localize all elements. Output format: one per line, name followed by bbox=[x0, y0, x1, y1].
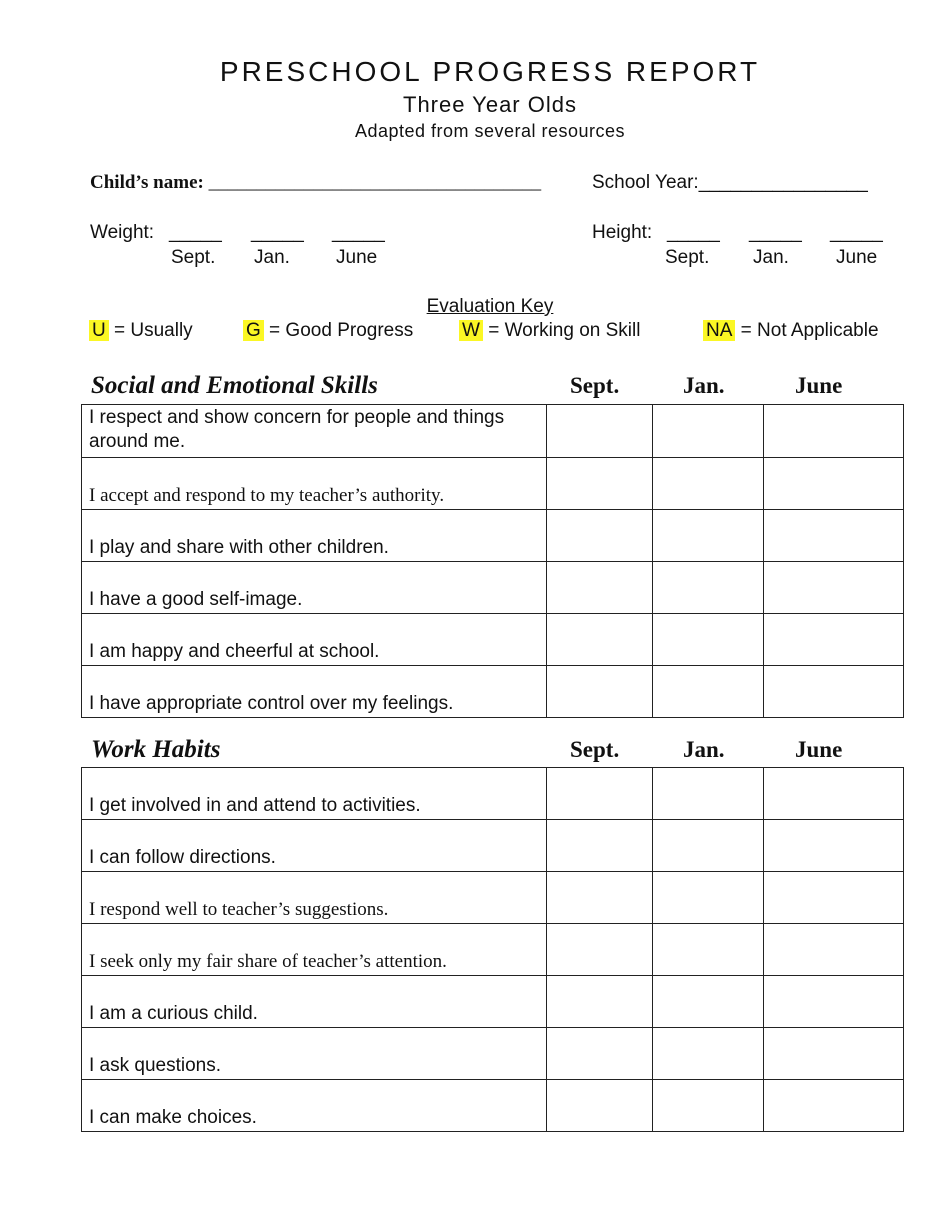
column-header-jan: Jan. bbox=[683, 737, 725, 762]
height-blank-jan[interactable]: _____ bbox=[749, 222, 802, 243]
rating-cell-june[interactable] bbox=[764, 976, 904, 1028]
height-month-june: June bbox=[836, 247, 878, 268]
table-row bbox=[82, 924, 904, 976]
table-row bbox=[82, 768, 904, 820]
rating-cell-jan[interactable] bbox=[653, 820, 764, 872]
rating-cell-jan[interactable] bbox=[653, 1028, 764, 1080]
skill-cell: I play and share with other children. bbox=[82, 510, 547, 562]
key-item-not-applicable bbox=[703, 320, 879, 342]
rating-cell-june[interactable] bbox=[764, 924, 904, 976]
weight-blank-jan[interactable]: _____ bbox=[251, 222, 304, 243]
key-code: NA bbox=[703, 320, 735, 341]
child-name-label: Child’s name: bbox=[90, 172, 204, 193]
rating-cell-sept[interactable] bbox=[547, 666, 653, 718]
skill-cell: I can follow directions. bbox=[82, 820, 547, 872]
height-blank-june[interactable]: _____ bbox=[830, 222, 883, 243]
rating-cell-june[interactable] bbox=[764, 872, 904, 924]
weight-blank-june[interactable]: _____ bbox=[332, 222, 385, 243]
skill-cell: I am a curious child. bbox=[82, 976, 547, 1028]
skill-cell: I am happy and cheerful at school. bbox=[82, 614, 547, 666]
rating-cell-sept[interactable] bbox=[547, 562, 653, 614]
rating-cell-june[interactable] bbox=[764, 666, 904, 718]
height-blank-sept[interactable]: _____ bbox=[667, 222, 720, 243]
weight-label: Weight: bbox=[90, 222, 155, 243]
table-row bbox=[82, 614, 904, 666]
height-month-jan: Jan. bbox=[753, 247, 789, 268]
rating-cell-june[interactable] bbox=[764, 768, 904, 820]
key-meaning: = Not Applicable bbox=[735, 320, 879, 341]
rating-cell-sept[interactable] bbox=[547, 976, 653, 1028]
weight-month-jan: Jan. bbox=[254, 247, 290, 268]
report-subtitle: Three Year Olds bbox=[403, 92, 577, 117]
rating-cell-sept[interactable] bbox=[547, 872, 653, 924]
column-header-june: June bbox=[795, 373, 843, 398]
section-title-work-habits: Work Habits bbox=[91, 736, 221, 763]
rating-cell-jan[interactable] bbox=[653, 1080, 764, 1132]
rating-cell-june[interactable] bbox=[764, 820, 904, 872]
rating-cell-jan[interactable] bbox=[653, 405, 764, 458]
table-row bbox=[82, 666, 904, 718]
key-item-good-progress bbox=[243, 320, 413, 342]
rating-cell-june[interactable] bbox=[764, 562, 904, 614]
skill-cell: I have appropriate control over my feelings. bbox=[82, 666, 547, 718]
rating-cell-june[interactable] bbox=[764, 1028, 904, 1080]
skill-cell: I get involved in and attend to activities. bbox=[82, 768, 547, 820]
skill-cell: I can make choices. bbox=[82, 1080, 547, 1132]
rating-cell-sept[interactable] bbox=[547, 1080, 653, 1132]
school-year-field[interactable] bbox=[592, 172, 868, 194]
table-row bbox=[82, 458, 904, 510]
rating-cell-june[interactable] bbox=[764, 510, 904, 562]
table-row bbox=[82, 976, 904, 1028]
weight-month-june: June bbox=[336, 247, 378, 268]
skill-cell: I ask questions. bbox=[82, 1028, 547, 1080]
column-header-jan: Jan. bbox=[683, 373, 725, 398]
key-item-working-on-skill bbox=[459, 320, 640, 342]
weight-blank-sept[interactable]: _____ bbox=[169, 222, 222, 243]
rating-cell-jan[interactable] bbox=[653, 872, 764, 924]
report-title: PRESCHOOL PROGRESS REPORT bbox=[219, 56, 761, 87]
rating-cell-june[interactable] bbox=[764, 458, 904, 510]
table-row bbox=[82, 405, 904, 458]
school-year-line[interactable]: ________________ bbox=[698, 172, 868, 193]
rating-cell-jan[interactable] bbox=[653, 614, 764, 666]
school-year-label: School Year: bbox=[592, 172, 699, 193]
table-row bbox=[82, 1028, 904, 1080]
skill-cell: I have a good self-image. bbox=[82, 562, 547, 614]
height-label: Height: bbox=[592, 222, 653, 243]
table-row bbox=[82, 872, 904, 924]
rating-cell-june[interactable] bbox=[764, 405, 904, 458]
rating-cell-sept[interactable] bbox=[547, 924, 653, 976]
rating-cell-sept[interactable] bbox=[547, 820, 653, 872]
child-name-field[interactable] bbox=[90, 172, 541, 194]
key-code: U bbox=[89, 320, 109, 341]
report-source-note: Adapted from several resources bbox=[354, 121, 626, 141]
rating-cell-june[interactable] bbox=[764, 614, 904, 666]
work-habits-table bbox=[81, 767, 904, 1132]
section-title-social-emotional: Social and Emotional Skills bbox=[91, 372, 378, 399]
table-row bbox=[82, 820, 904, 872]
rating-cell-sept[interactable] bbox=[547, 510, 653, 562]
child-name-line[interactable]: ___________________________________ bbox=[208, 172, 542, 193]
rating-cell-jan[interactable] bbox=[653, 666, 764, 718]
evaluation-key-title: Evaluation Key bbox=[426, 296, 554, 317]
height-month-sept: Sept. bbox=[665, 247, 710, 268]
skill-cell: I accept and respond to my teacher’s authority. bbox=[82, 458, 547, 510]
social-emotional-skills-table bbox=[81, 404, 904, 718]
table-row bbox=[82, 562, 904, 614]
table-row bbox=[82, 510, 904, 562]
rating-cell-jan[interactable] bbox=[653, 768, 764, 820]
rating-cell-jan[interactable] bbox=[653, 458, 764, 510]
column-header-sept: Sept. bbox=[570, 737, 620, 762]
key-meaning: = Good Progress bbox=[263, 320, 414, 341]
rating-cell-jan[interactable] bbox=[653, 562, 764, 614]
skill-cell: I respect and show concern for people and things around me. bbox=[82, 405, 547, 458]
table-row bbox=[82, 1080, 904, 1132]
rating-cell-jan[interactable] bbox=[653, 924, 764, 976]
key-item-usually bbox=[89, 320, 193, 342]
rating-cell-sept[interactable] bbox=[547, 458, 653, 510]
rating-cell-sept[interactable] bbox=[547, 405, 653, 458]
rating-cell-sept[interactable] bbox=[547, 1028, 653, 1080]
rating-cell-sept[interactable] bbox=[547, 614, 653, 666]
rating-cell-june[interactable] bbox=[764, 1080, 904, 1132]
weight-month-sept: Sept. bbox=[171, 247, 216, 268]
skill-cell: I respond well to teacher’s suggestions. bbox=[82, 872, 547, 924]
key-meaning: = Usually bbox=[108, 320, 193, 341]
column-header-sept: Sept. bbox=[570, 373, 620, 398]
key-code: W bbox=[459, 320, 483, 341]
rating-cell-jan[interactable] bbox=[653, 510, 764, 562]
key-code: G bbox=[243, 320, 264, 341]
rating-cell-sept[interactable] bbox=[547, 768, 653, 820]
column-header-june: June bbox=[795, 737, 843, 762]
key-meaning: = Working on Skill bbox=[482, 320, 641, 341]
rating-cell-jan[interactable] bbox=[653, 976, 764, 1028]
skill-cell: I seek only my fair share of teacher’s attention. bbox=[82, 924, 547, 976]
